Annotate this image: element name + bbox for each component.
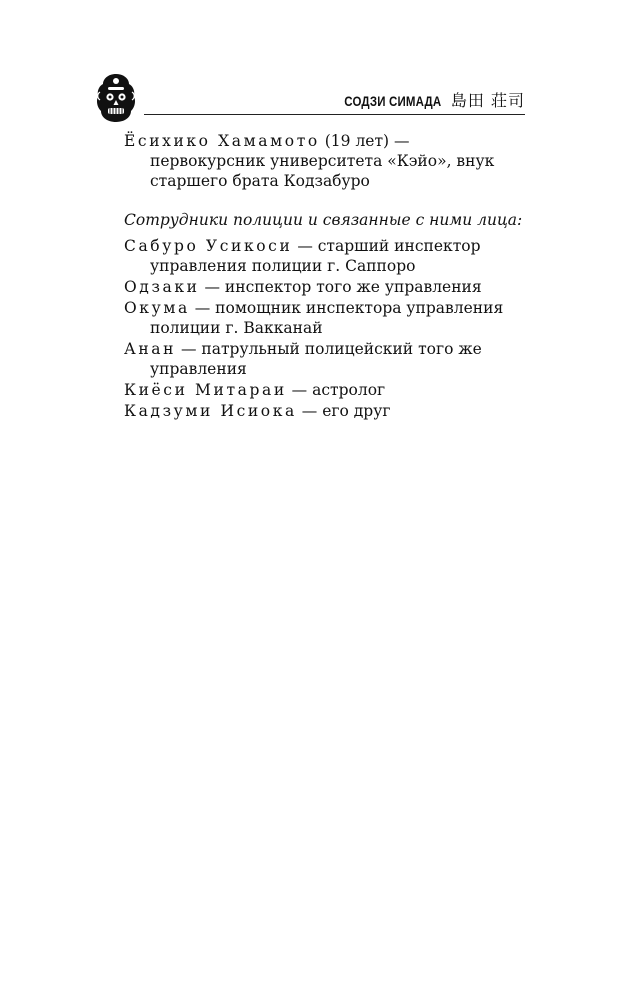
character-entry [124,339,524,379]
character-description: — помощник инспектора управления полиции г. Вакканай [150,299,504,337]
character-description: — старший инспектор управления полиции г. Саппоро [150,237,481,275]
character-description: — астролог [286,381,386,399]
character-description: — инспектор того же управления [199,278,482,296]
character-name: Сабуро Усикоси [124,237,293,255]
header-author-japanese: 島田 荘司 [450,91,525,110]
character-entry [124,401,524,421]
character-entry [124,277,524,297]
character-description: (19 лет) — первокурсник университета «Кэйо», внук старшего брата Кодзабуро [150,132,495,190]
character-description: — патрульный полицейский того же управления [150,340,482,378]
character-name: Киёси Митараи [124,381,287,399]
character-entry [124,236,524,276]
header-author-russian: СОДЗИ СИМАДА [343,93,441,109]
character-name: Окума [124,299,190,317]
character-entry [124,298,524,338]
character-entry [124,380,524,400]
character-name: Анан [124,340,177,358]
running-header [323,88,525,111]
character-name: Кадзуми Исиока [124,402,297,420]
header-rule [144,114,525,115]
section-heading: Сотрудники полиции и связанные с ними лица: [124,211,523,229]
publisher-emblem-icon [94,72,138,124]
character-entry [124,131,524,191]
character-list [124,131,524,422]
character-name: Одзаки [124,278,200,296]
character-name: Ёсихико Хамамото [124,132,320,150]
character-description: — его друг [296,402,391,420]
